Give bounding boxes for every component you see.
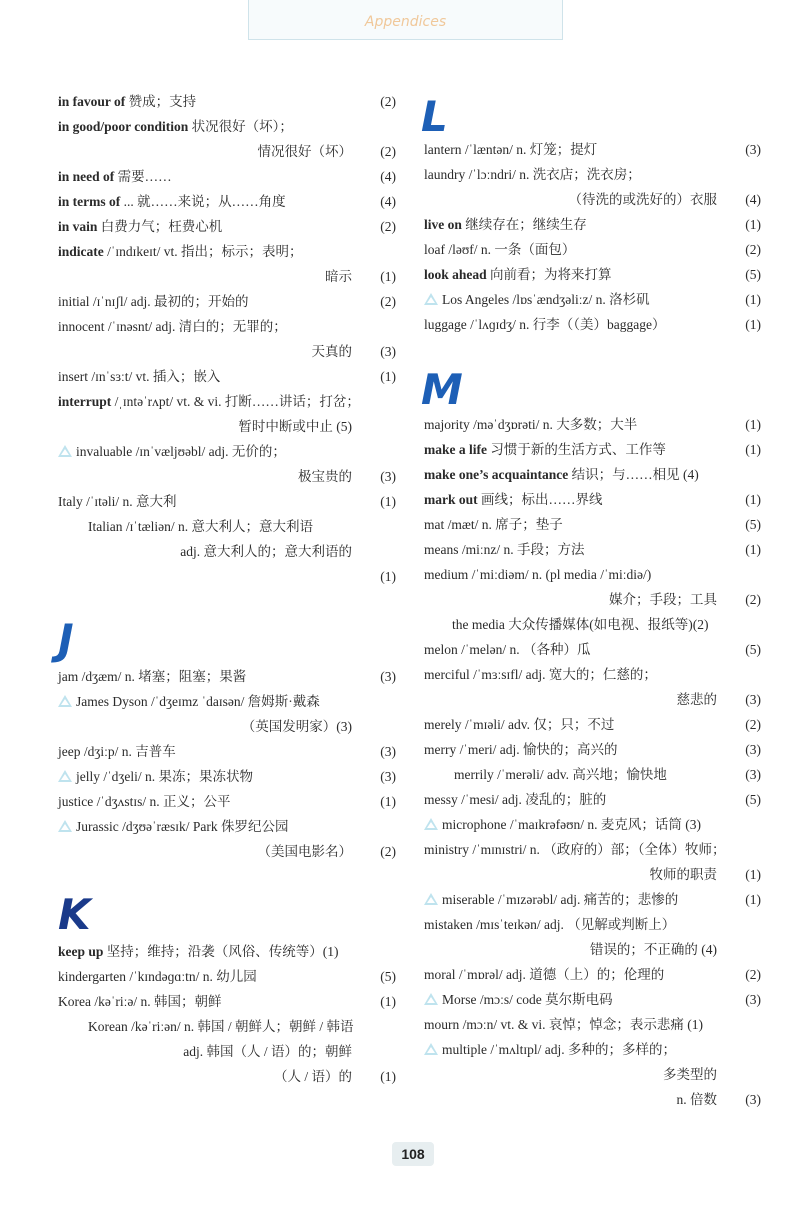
section-letter-m: M bbox=[421, 365, 463, 414]
entry-label: innocent /ˈɪnəsnt/ adj. 清白的；无罪的； bbox=[58, 319, 287, 334]
glossary-entry bbox=[424, 138, 761, 162]
entry-headword: in vain bbox=[58, 219, 98, 234]
glossary-entry bbox=[424, 863, 761, 887]
entry-text bbox=[424, 638, 590, 662]
entry-label: 慈悲的 bbox=[676, 692, 717, 707]
entry-text bbox=[424, 988, 613, 1012]
glossary-entry bbox=[58, 365, 396, 389]
unit-number: (2) bbox=[380, 144, 396, 159]
entry-text bbox=[183, 1040, 352, 1064]
entry-label: kindergarten /ˈkɪndəɡɑːtn/ n. 幼儿园 bbox=[58, 969, 257, 984]
entry-label: jam /dʒæm/ n. 堵塞；阻塞；果酱 bbox=[58, 669, 247, 684]
section-letter-l: L bbox=[421, 92, 448, 141]
entry-label: invaluable /ɪnˈvæljʊəbl/ adj. 无价的； bbox=[76, 444, 286, 459]
triangle-marker-icon bbox=[424, 893, 438, 905]
entry-label bbox=[58, 194, 286, 209]
entry-text bbox=[58, 365, 220, 389]
entry-label: Morse /mɔːs/ code 莫尔斯电码 bbox=[442, 992, 613, 1007]
entry-definition: 坚持；维持；沿袭（风俗、传统等）(1) bbox=[103, 944, 339, 959]
entry-text bbox=[424, 1013, 703, 1037]
entry-text bbox=[88, 515, 313, 539]
triangle-marker-icon bbox=[58, 445, 72, 457]
entry-label: 天真的 bbox=[311, 344, 352, 359]
entry-label bbox=[424, 492, 603, 507]
entry-label bbox=[58, 169, 172, 184]
entry-headword: keep up bbox=[58, 944, 104, 959]
entry-text bbox=[424, 913, 675, 937]
entry-text bbox=[424, 438, 666, 462]
entry-label: merry /ˈmeri/ adj. 愉快的；高兴的 bbox=[424, 742, 618, 757]
glossary-entry bbox=[58, 390, 396, 414]
entry-headword: make one’s acquaintance bbox=[424, 467, 569, 482]
glossary-entry bbox=[58, 490, 396, 514]
entry-definition: 继续存在；继续生存 bbox=[461, 217, 587, 232]
entry-text bbox=[424, 738, 617, 762]
entry-label: adj. 意大利人的；意大利语的 bbox=[180, 544, 352, 559]
entry-text bbox=[58, 115, 293, 139]
unit-number: (5) bbox=[745, 517, 761, 532]
entry-text bbox=[424, 313, 665, 337]
entry-label: merely /ˈmɪəli/ adv. 仅；只；不过 bbox=[424, 717, 615, 732]
glossary-entry bbox=[424, 313, 761, 337]
entry-text bbox=[650, 863, 718, 887]
entry-label: means /miːnz/ n. 手段；方法 bbox=[424, 542, 585, 557]
glossary-entry bbox=[424, 738, 761, 762]
glossary-entry bbox=[424, 263, 761, 287]
entry-label bbox=[58, 944, 339, 959]
unit-number: (1) bbox=[380, 794, 396, 809]
entry-label: （英国发明家）(3) bbox=[241, 719, 352, 734]
entry-label bbox=[424, 442, 666, 457]
entry-text bbox=[424, 1038, 676, 1062]
entry-label: ministry /ˈmɪnɪstri/ n. （政府的）部；（全体）牧师； bbox=[424, 842, 726, 857]
entry-text bbox=[424, 463, 699, 487]
triangle-marker-icon bbox=[424, 1043, 438, 1055]
entry-definition: 画线；标出……界线 bbox=[477, 492, 603, 507]
glossary-entry bbox=[58, 715, 396, 739]
unit-number: (2) bbox=[380, 844, 396, 859]
entry-label: 错误的；不正确的 (4) bbox=[589, 942, 717, 957]
entry-definition: 结识；与……相见 (4) bbox=[568, 467, 699, 482]
glossary-entry bbox=[58, 190, 396, 214]
entry-label: melon /ˈmelən/ n. （各种）瓜 bbox=[424, 642, 591, 657]
entry-headword: mark out bbox=[424, 492, 478, 507]
glossary-entry bbox=[58, 340, 396, 364]
entry-label: n. 倍数 bbox=[676, 1092, 717, 1107]
entry-definition: 状况很好（坏）； bbox=[188, 119, 293, 134]
entry-definition: 白费力气；枉费心机 bbox=[97, 219, 223, 234]
entry-text bbox=[58, 740, 176, 764]
entry-text bbox=[424, 563, 651, 587]
glossary-entry bbox=[424, 613, 761, 637]
glossary-entry bbox=[424, 988, 761, 1012]
entry-text bbox=[58, 90, 196, 114]
entry-label: mourn /mɔːn/ vt. & vi. 哀悼；悼念；表示悲痛 (1) bbox=[424, 1017, 703, 1032]
unit-number: (1) bbox=[745, 867, 761, 882]
unit-number: (1) bbox=[745, 217, 761, 232]
entry-label: Italy /ˈɪtəli/ n. 意大利 bbox=[58, 494, 177, 509]
entry-label: laundry /ˈlɔːndri/ n. 洗衣店；洗衣房； bbox=[424, 167, 641, 182]
glossary-entry bbox=[424, 588, 761, 612]
entry-label: mistaken /mɪsˈteɪkən/ adj. （见解或判断上） bbox=[424, 917, 676, 932]
entry-headword: indicate bbox=[58, 244, 104, 259]
glossary-entry bbox=[424, 563, 761, 587]
entry-text bbox=[424, 413, 637, 437]
unit-number: (1) bbox=[380, 494, 396, 509]
entry-label bbox=[424, 267, 612, 282]
unit-number: (1) bbox=[380, 994, 396, 1009]
glossary-entry bbox=[424, 763, 761, 787]
unit-number: (1) bbox=[745, 292, 761, 307]
entry-label: James Dyson /ˈdʒeɪmz ˈdaɪsən/ 詹姆斯·戴森 bbox=[76, 694, 320, 709]
entry-text bbox=[424, 513, 563, 537]
triangle-marker-icon bbox=[424, 818, 438, 830]
entry-headword: make a life bbox=[424, 442, 487, 457]
entry-text bbox=[677, 688, 718, 712]
glossary-entry bbox=[58, 315, 396, 339]
unit-number: (1) bbox=[745, 892, 761, 907]
entry-label: （待洗的或洗好的）衣服 bbox=[568, 192, 717, 207]
glossary-entry bbox=[424, 913, 761, 937]
entry-text bbox=[663, 1063, 717, 1087]
entry-text bbox=[452, 613, 708, 637]
glossary-entry bbox=[58, 840, 396, 864]
glossary-entry bbox=[424, 413, 761, 437]
glossary-entry bbox=[58, 690, 396, 714]
glossary-entry bbox=[58, 90, 396, 114]
glossary-entry bbox=[58, 140, 396, 164]
entry-headword: live on bbox=[424, 217, 462, 232]
section-letter-j: J bbox=[58, 615, 74, 664]
triangle-marker-icon bbox=[58, 695, 72, 707]
unit-number: (1) bbox=[745, 542, 761, 557]
entry-text bbox=[424, 288, 650, 312]
entry-text bbox=[58, 665, 246, 689]
glossary-entry bbox=[424, 688, 761, 712]
entry-text bbox=[424, 263, 612, 287]
entry-label: merciful /ˈmɜːsɪfl/ adj. 宽大的；仁慈的； bbox=[424, 667, 657, 682]
entry-label: microphone /ˈmaɪkrəfəʊn/ n. 麦克风；话筒 (3) bbox=[442, 817, 701, 832]
entry-text bbox=[58, 790, 231, 814]
glossary-entry bbox=[58, 765, 396, 789]
glossary-entry bbox=[424, 463, 761, 487]
unit-number: (3) bbox=[380, 669, 396, 684]
entry-label bbox=[58, 394, 360, 409]
unit-number: (1) bbox=[380, 1069, 396, 1084]
entry-label bbox=[58, 94, 196, 109]
unit-number: (2) bbox=[745, 242, 761, 257]
entry-text bbox=[312, 340, 353, 364]
entry-text bbox=[58, 240, 303, 264]
unit-number: (3) bbox=[745, 142, 761, 157]
entry-label: majority /məˈdʒɒrəti/ n. 大多数；大半 bbox=[424, 417, 638, 432]
entry-label: jeep /dʒiːp/ n. 吉普车 bbox=[58, 744, 176, 759]
unit-number: (3) bbox=[745, 992, 761, 1007]
glossary-entry bbox=[424, 788, 761, 812]
glossary-entry bbox=[58, 1040, 396, 1064]
glossary-entry bbox=[424, 938, 761, 962]
entry-definition: /ˌɪntəˈrʌpt/ vt. & vi. 打断……讲话；打岔； bbox=[111, 394, 360, 409]
glossary-entry bbox=[58, 415, 396, 439]
triangle-marker-icon bbox=[58, 820, 72, 832]
unit-number: (4) bbox=[380, 194, 396, 209]
unit-number: (3) bbox=[380, 469, 396, 484]
glossary-entry bbox=[424, 538, 761, 562]
glossary-entry bbox=[424, 163, 761, 187]
entry-text bbox=[58, 490, 176, 514]
entry-label: （人 / 语）的 bbox=[273, 1069, 352, 1084]
glossary-entry bbox=[58, 1015, 396, 1039]
entry-label: 情况很好（坏） bbox=[257, 144, 352, 159]
entry-label: （美国电影名） bbox=[257, 844, 352, 859]
entry-text bbox=[238, 415, 352, 439]
unit-number: (2) bbox=[745, 592, 761, 607]
entry-label: messy /ˈmesi/ adj. 凌乱的；脏的 bbox=[424, 792, 607, 807]
entry-text bbox=[274, 1065, 352, 1089]
unit-number: (3) bbox=[745, 692, 761, 707]
entry-text bbox=[298, 465, 352, 489]
glossary-entry bbox=[424, 838, 761, 862]
glossary-entry bbox=[424, 1038, 761, 1062]
entry-definition: 习惯于新的生活方式、工作等 bbox=[487, 442, 666, 457]
entry-headword: look ahead bbox=[424, 267, 487, 282]
unit-number: (5) bbox=[745, 267, 761, 282]
unit-number: (1) bbox=[380, 269, 396, 284]
entry-label: medium /ˈmiːdiəm/ n. (pl media /ˈmiːdiə/) bbox=[424, 567, 652, 582]
glossary-entry bbox=[58, 790, 396, 814]
glossary-entry bbox=[58, 540, 396, 564]
entry-text bbox=[424, 888, 678, 912]
glossary-entry bbox=[424, 488, 761, 512]
entry-label: loaf /ləʊf/ n. 一条（面包） bbox=[424, 242, 576, 257]
entry-headword: in terms of bbox=[58, 194, 121, 209]
entry-label: Korean /kəˈriːən/ n. 韩国 / 朝鲜人；朝鲜 / 韩语 bbox=[88, 1019, 354, 1034]
entry-text bbox=[424, 788, 606, 812]
triangle-marker-icon bbox=[424, 293, 438, 305]
entry-text bbox=[454, 763, 667, 787]
entry-text bbox=[58, 990, 221, 1014]
glossary-entry bbox=[58, 440, 396, 464]
entry-text bbox=[180, 540, 352, 564]
triangle-marker-icon bbox=[424, 993, 438, 1005]
triangle-marker-icon bbox=[58, 770, 72, 782]
entry-label: insert /ɪnˈsɜːt/ vt. 插入；嵌入 bbox=[58, 369, 221, 384]
entry-text bbox=[677, 1088, 718, 1112]
entry-label: 极宝贵的 bbox=[298, 469, 352, 484]
glossary-entry bbox=[424, 663, 761, 687]
entry-definition: 向前看；为将来打算 bbox=[486, 267, 612, 282]
glossary-entry bbox=[58, 165, 396, 189]
entry-label: miserable /ˈmɪzərəbl/ adj. 痛苦的；悲惨的 bbox=[442, 892, 679, 907]
glossary-entry bbox=[424, 1088, 761, 1112]
glossary-entry bbox=[58, 215, 396, 239]
unit-number: (5) bbox=[745, 642, 761, 657]
entry-label: moral /ˈmɒrəl/ adj. 道德（上）的；伦理的 bbox=[424, 967, 665, 982]
entry-label: multiple /ˈmʌltɪpl/ adj. 多种的；多样的； bbox=[442, 1042, 676, 1057]
glossary-entry bbox=[424, 1063, 761, 1087]
glossary-entry bbox=[58, 265, 396, 289]
glossary-entry bbox=[58, 565, 396, 589]
entry-label: 牧师的职责 bbox=[649, 867, 717, 882]
entry-text bbox=[325, 265, 352, 289]
unit-number: (3) bbox=[745, 1092, 761, 1107]
entry-label: mat /mæt/ n. 席子；垫子 bbox=[424, 517, 563, 532]
entry-label: merrily /ˈmerəli/ adv. 高兴地；愉快地 bbox=[454, 767, 667, 782]
unit-number: (3) bbox=[745, 742, 761, 757]
entry-text bbox=[58, 940, 339, 964]
entry-label bbox=[424, 217, 587, 232]
glossary-entry bbox=[424, 963, 761, 987]
glossary-entry bbox=[424, 638, 761, 662]
entry-label bbox=[58, 119, 293, 134]
glossary-entry bbox=[58, 965, 396, 989]
entry-text bbox=[424, 163, 641, 187]
unit-number: (3) bbox=[380, 769, 396, 784]
entry-text bbox=[424, 538, 584, 562]
section-header-tab bbox=[248, 0, 563, 40]
entry-label: the media 大众传播媒体(如电视、报纸等)(2) bbox=[452, 617, 709, 632]
entry-text bbox=[242, 715, 352, 739]
unit-number: (2) bbox=[380, 94, 396, 109]
glossary-entry bbox=[424, 188, 761, 212]
section-title: Appendices bbox=[364, 14, 447, 30]
entry-label: luggage /ˈlʌɡɪdʒ/ n. 行李（（美）baggage） bbox=[424, 317, 666, 332]
entry-text bbox=[258, 840, 353, 864]
entry-label: 多类型的 bbox=[663, 1067, 717, 1082]
entry-label: Los Angeles /lɒsˈændʒəliːz/ n. 洛杉矶 bbox=[442, 292, 650, 307]
entry-label bbox=[58, 244, 303, 259]
unit-number: (1) bbox=[745, 317, 761, 332]
entry-text bbox=[58, 765, 253, 789]
unit-number: (1) bbox=[745, 442, 761, 457]
entry-label: adj. 韩国（人 / 语）的；朝鲜 bbox=[183, 1044, 352, 1059]
entry-label: 暗示 bbox=[325, 269, 352, 284]
unit-number: (5) bbox=[745, 792, 761, 807]
entry-text bbox=[58, 190, 286, 214]
entry-text bbox=[424, 238, 575, 262]
entry-text bbox=[58, 690, 320, 714]
entry-text bbox=[58, 290, 248, 314]
unit-number: (3) bbox=[380, 744, 396, 759]
entry-text bbox=[424, 213, 587, 237]
unit-number: (2) bbox=[745, 967, 761, 982]
glossary-entry bbox=[58, 115, 396, 139]
unit-number: (1) bbox=[380, 569, 396, 584]
glossary-entry bbox=[424, 238, 761, 262]
glossary-entry bbox=[424, 713, 761, 737]
entry-headword: in need of bbox=[58, 169, 115, 184]
entry-label: justice /ˈdʒʌstɪs/ n. 正义；公平 bbox=[58, 794, 231, 809]
glossary-entry bbox=[424, 813, 761, 837]
entry-label: Jurassic /dʒʊəˈræsɪk/ Park 侏罗纪公园 bbox=[76, 819, 289, 834]
glossary-entry bbox=[58, 515, 396, 539]
glossary-entry bbox=[58, 290, 396, 314]
entry-text bbox=[58, 965, 257, 989]
glossary-entry bbox=[58, 1065, 396, 1089]
unit-number: (2) bbox=[745, 717, 761, 732]
entry-text bbox=[58, 815, 289, 839]
unit-number: (4) bbox=[380, 169, 396, 184]
unit-number: (4) bbox=[745, 192, 761, 207]
page-number: 108 bbox=[392, 1142, 434, 1166]
entry-label bbox=[424, 467, 699, 482]
entry-text bbox=[569, 188, 718, 212]
glossary-entry bbox=[58, 465, 396, 489]
entry-text bbox=[424, 838, 726, 862]
entry-label: 媒介；手段；工具 bbox=[609, 592, 717, 607]
entry-label bbox=[58, 219, 222, 234]
glossary-entry bbox=[58, 815, 396, 839]
entry-text bbox=[58, 315, 287, 339]
entry-label: jelly /ˈdʒeli/ n. 果冻；果冻状物 bbox=[76, 769, 253, 784]
unit-number: (3) bbox=[380, 344, 396, 359]
unit-number: (1) bbox=[745, 417, 761, 432]
glossary-entry bbox=[58, 665, 396, 689]
glossary-entry bbox=[424, 1013, 761, 1037]
entry-text bbox=[424, 963, 664, 987]
glossary-entry bbox=[424, 513, 761, 537]
unit-number: (1) bbox=[380, 369, 396, 384]
entry-label: lantern /ˈlæntən/ n. 灯笼；提灯 bbox=[424, 142, 598, 157]
section-letter-k: K bbox=[58, 890, 91, 939]
entry-text bbox=[424, 488, 603, 512]
entry-text bbox=[424, 663, 657, 687]
entry-text bbox=[58, 440, 286, 464]
unit-number: (2) bbox=[380, 294, 396, 309]
glossary-entry bbox=[424, 438, 761, 462]
entry-definition: 赞成；支持 bbox=[125, 94, 197, 109]
entry-text bbox=[258, 140, 353, 164]
entry-label: Korea /kəˈriːə/ n. 韩国；朝鲜 bbox=[58, 994, 222, 1009]
unit-number: (3) bbox=[745, 767, 761, 782]
entry-text bbox=[424, 138, 597, 162]
entry-text bbox=[58, 215, 222, 239]
entry-headword: in good/poor condition bbox=[58, 119, 189, 134]
glossary-entry bbox=[424, 288, 761, 312]
entry-label: Italian /ɪˈtæliən/ n. 意大利人；意大利语 bbox=[88, 519, 313, 534]
entry-label: 暂时中断或中止 (5) bbox=[238, 419, 352, 434]
glossary-entry bbox=[424, 213, 761, 237]
entry-label: initial /ɪˈnɪʃl/ adj. 最初的；开始的 bbox=[58, 294, 249, 309]
entry-text bbox=[88, 1015, 353, 1039]
entry-text bbox=[609, 588, 717, 612]
glossary-entry bbox=[58, 940, 396, 964]
entry-text bbox=[590, 938, 717, 962]
entry-definition: 需要…… bbox=[114, 169, 172, 184]
glossary-entry bbox=[58, 740, 396, 764]
entry-definition: ... 就……来说；从……角度 bbox=[120, 194, 286, 209]
entry-headword: interrupt bbox=[58, 394, 112, 409]
unit-number: (1) bbox=[745, 492, 761, 507]
entry-text bbox=[58, 165, 172, 189]
unit-number: (5) bbox=[380, 969, 396, 984]
entry-text bbox=[58, 390, 360, 414]
entry-definition: /ˈɪndɪkeɪt/ vt. 指出；标示；表明； bbox=[103, 244, 303, 259]
glossary-entry bbox=[424, 888, 761, 912]
entry-headword: in favour of bbox=[58, 94, 126, 109]
entry-text bbox=[424, 713, 614, 737]
glossary-entry bbox=[58, 240, 396, 264]
unit-number: (2) bbox=[380, 219, 396, 234]
glossary-entry bbox=[58, 990, 396, 1014]
entry-text bbox=[424, 813, 701, 837]
